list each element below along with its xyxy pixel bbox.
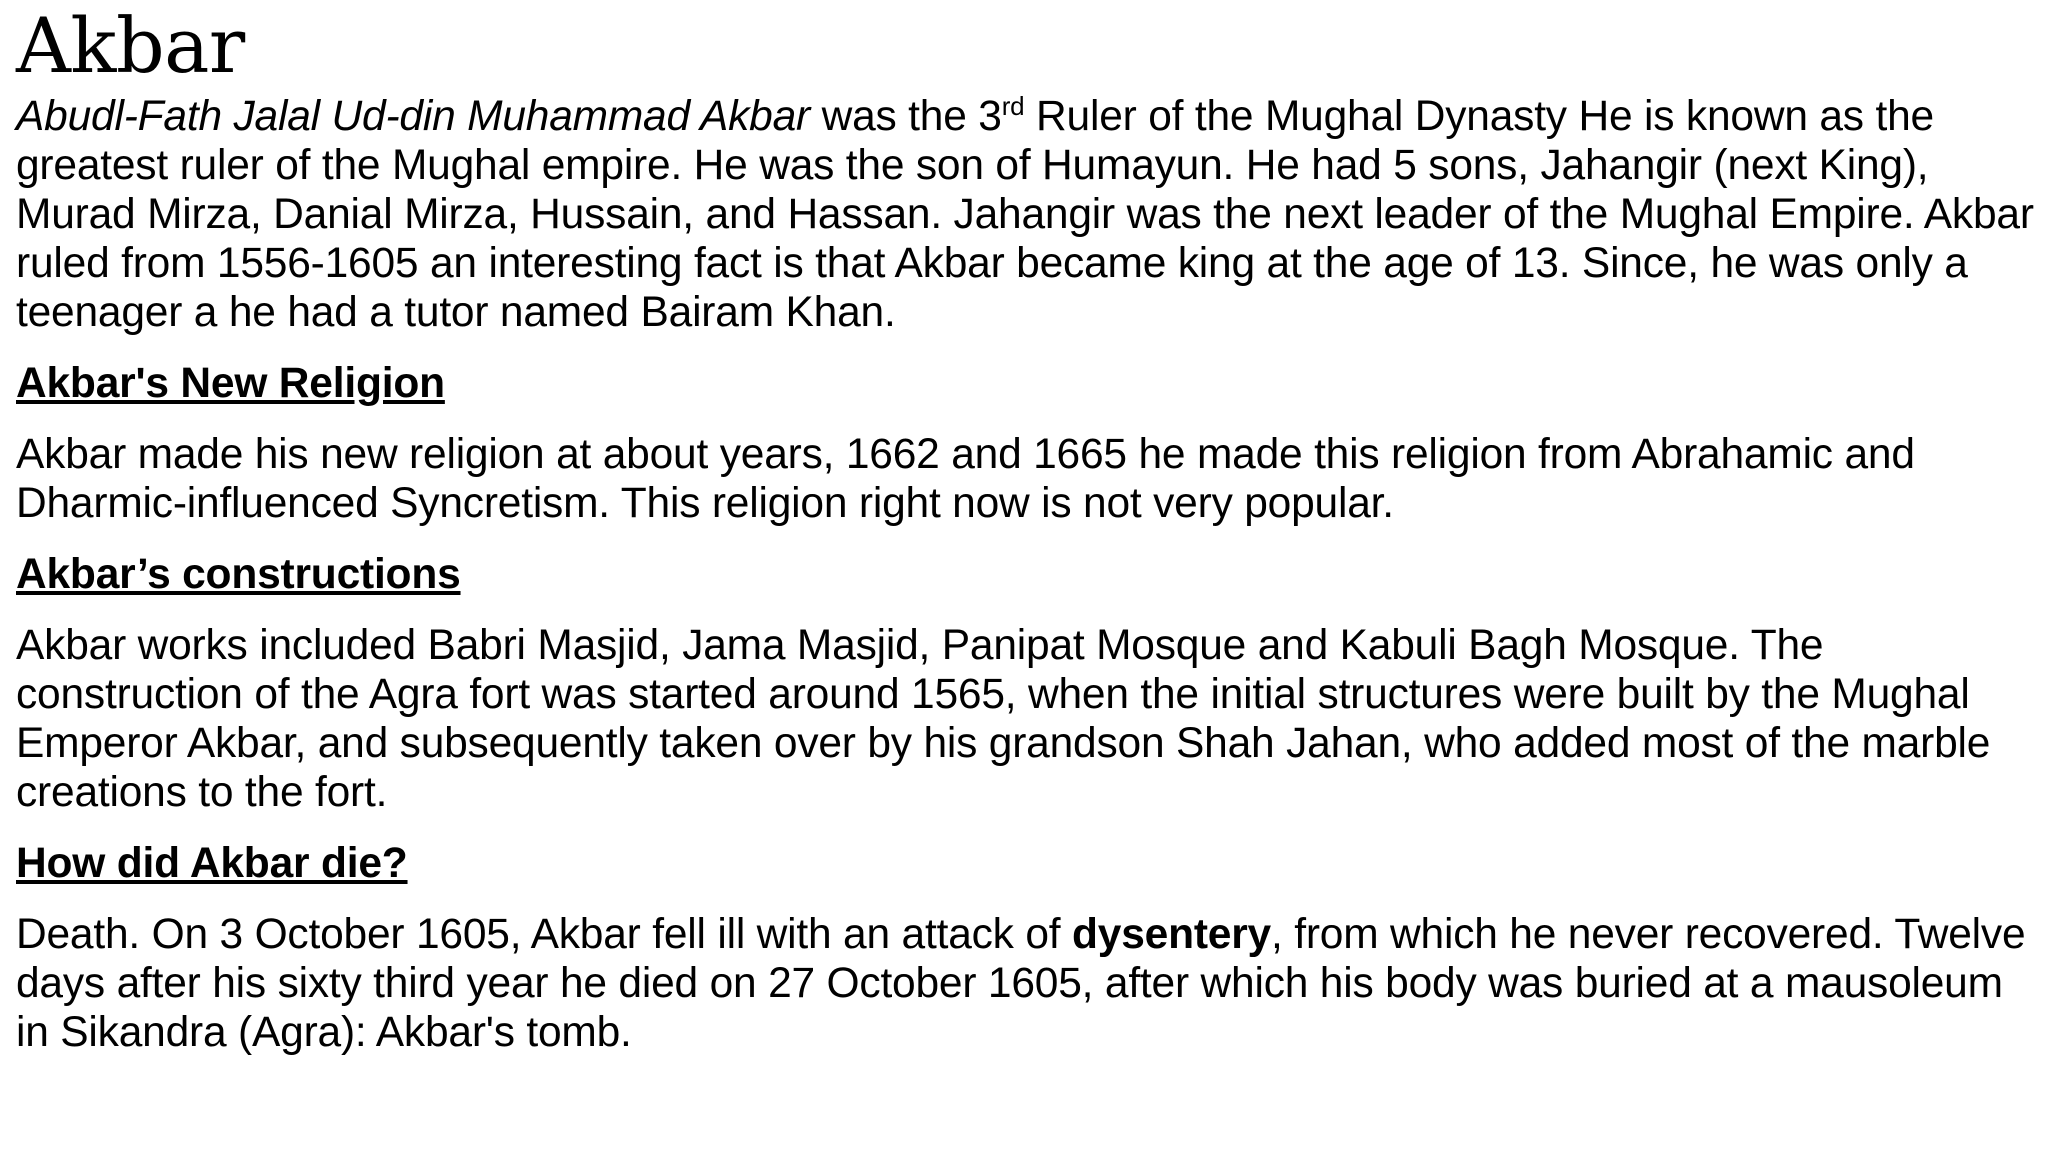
death-text-b: , from which he never recovered. Twelve days after his sixty third year he died on 27 October 1605, after which his body was buried at a mausoleum in Sikandra (Agra): Akbar's tomb. <box>16 911 2026 1056</box>
page-title: Akbar <box>16 1 245 90</box>
death-heading: How did Akbar die? <box>16 840 408 887</box>
death-text-a: Death. On 3 October 1605, Akbar fell ill with an attack of <box>16 911 1072 958</box>
full-name: Abudl-Fath Jalal Ud-din Muhammad Akbar <box>16 93 810 140</box>
religion-heading: Akbar's New Religion <box>16 360 445 407</box>
slide <box>16 0 2036 1057</box>
constructions-paragraph: Akbar works included Babri Masjid, Jama Masjid, Panipat Mosque and Kabuli Bagh Mosque. The construction of the Agra fort was started around 1565, when the initial structures were built by the Mughal Emperor Akbar, and subsequently taken over by his grandson Shah Jahan, who added most of the marble creations to the fort. <box>16 622 1991 816</box>
death-cause: dysentery <box>1072 911 1271 958</box>
intro-paragraph <box>16 92 2036 337</box>
intro-text-a: was the 3 <box>809 93 1002 140</box>
intro-text-b: Ruler of the Mughal Dynasty He is known as the greatest ruler of the Mughal empire. He was the son of Humayun. He had 5 sons, Jahangir (next King), Murad Mirza, Danial Mirza, Hussain, and Hassan. Jahangir was the next leader of the Mughal Empire. Akbar ruled from 1556-1605 an interesting fact is that Akbar became king at the age of 13. Since, he was only a teenager a he had a tutor named Bairam Khan. <box>16 93 2034 336</box>
constructions-heading: Akbar’s constructions <box>16 551 461 598</box>
religion-paragraph: Akbar made his new religion at about years, 1662 and 1665 he made this religion from Abrahamic and Dharmic-influenced Syncretism. This religion right now is not very popular. <box>16 431 1915 527</box>
death-paragraph <box>16 910 2036 1057</box>
ordinal-suffix: rd <box>1001 90 1025 121</box>
